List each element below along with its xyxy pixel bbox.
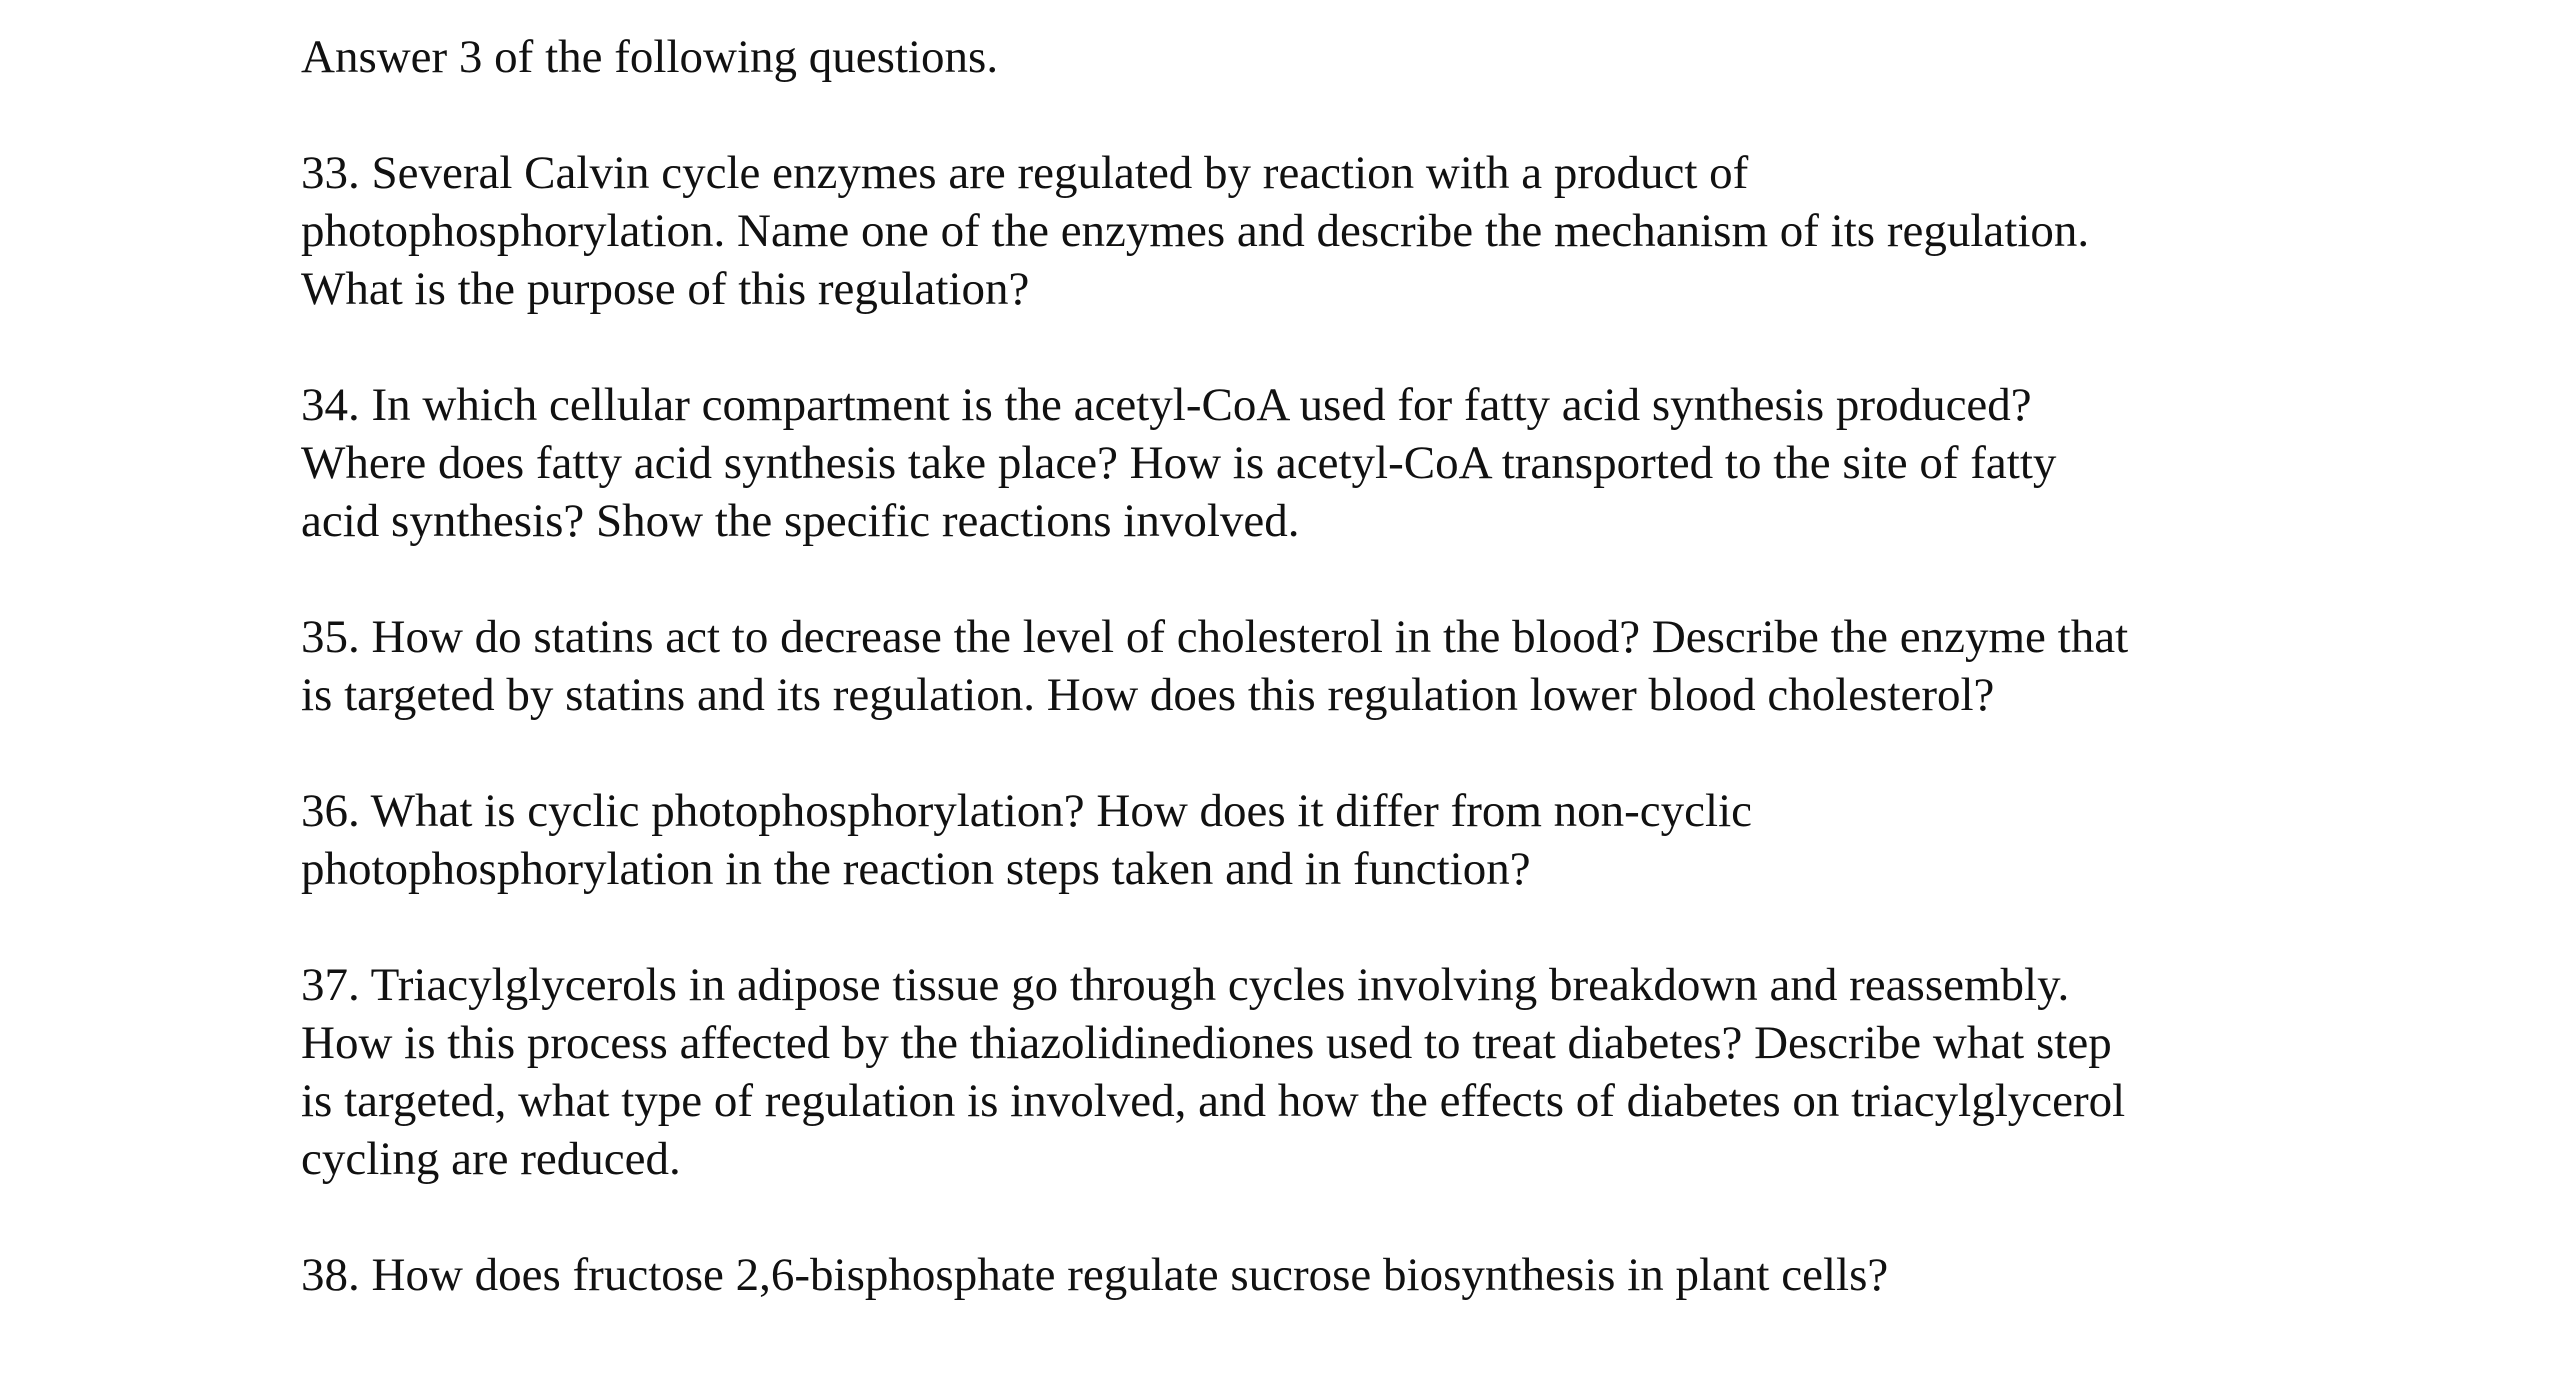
question-38: [301, 1246, 2301, 1304]
question-line: Where does fatty acid synthesis take place? How is acetyl-CoA transported to the site of fatty: [301, 437, 2057, 489]
question-list: [301, 28, 2301, 1304]
question-36: [301, 782, 2301, 898]
instruction-text: Answer 3 of the following questions.: [301, 31, 999, 83]
question-line: 37. Triacylglycerols in adipose tissue go through cycles involving breakdown and reassembly.: [301, 959, 2070, 1011]
question-line: How is this process affected by the thiazolidinediones used to treat diabetes? Describe what step: [301, 1017, 2112, 1069]
question-line: photophosphorylation in the reaction steps taken and in function?: [301, 843, 1531, 895]
question-37: [301, 956, 2301, 1188]
question-line: 36. What is cyclic photophosphorylation? How does it differ from non-cyclic: [301, 785, 1753, 837]
question-line: 38. How does fructose 2,6-bisphosphate regulate sucrose biosynthesis in plant cells?: [301, 1249, 1889, 1301]
question-line: photophosphorylation. Name one of the enzymes and describe the mechanism of its regulation.: [301, 205, 2090, 257]
question-line: 35. How do statins act to decrease the level of cholesterol in the blood? Describe the enzyme that: [301, 611, 2129, 663]
question-line: What is the purpose of this regulation?: [301, 263, 1030, 315]
question-line: is targeted by statins and its regulation. How does this regulation lower blood cholesterol?: [301, 669, 1995, 721]
question-line: is targeted, what type of regulation is involved, and how the effects of diabetes on triacylglycerol: [301, 1075, 2126, 1127]
question-34: [301, 376, 2301, 550]
question-line: cycling are reduced.: [301, 1133, 681, 1185]
question-33: [301, 144, 2301, 318]
question-line: 34. In which cellular compartment is the acetyl-CoA used for fatty acid synthesis produced?: [301, 379, 2032, 431]
question-line: acid synthesis? Show the specific reactions involved.: [301, 495, 1300, 547]
question-line: 33. Several Calvin cycle enzymes are regulated by reaction with a product of: [301, 147, 1749, 199]
question-35: [301, 608, 2301, 724]
